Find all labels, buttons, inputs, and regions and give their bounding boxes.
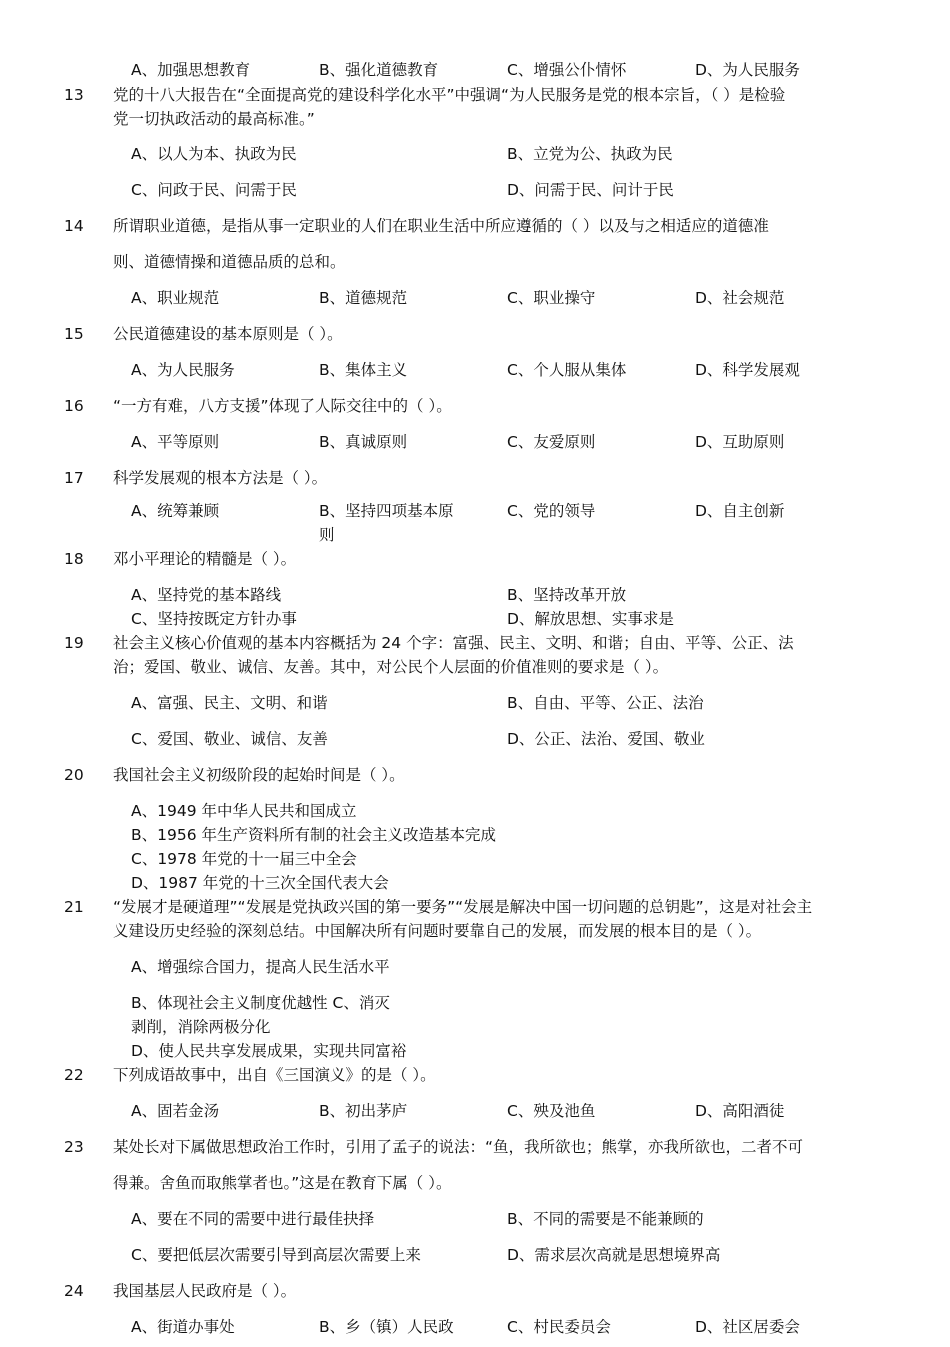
- option-c: C、问政于民、问需于民: [131, 181, 297, 199]
- question-number: 13: [64, 86, 84, 104]
- question-text-cont: 则、道德情操和道德品质的总和。: [113, 253, 346, 271]
- option-b-c: B、体现社会主义制度优越性 C、消灭: [131, 994, 390, 1012]
- question-text-cont: 治；爱国、敬业、诚信、友善。其中，对公民个人层面的价值准则的要求是（ ）。: [113, 658, 669, 676]
- option-a: A、加强思想教育: [131, 61, 251, 79]
- option-b: B、不同的需要是不能兼顾的: [507, 1210, 704, 1228]
- option-b: B、强化道德教育: [319, 61, 439, 79]
- option-c: C、1978 年党的十一届三中全会: [131, 850, 357, 868]
- option-d: D、使人民共享发展成果，实现共同富裕: [131, 1042, 407, 1060]
- question-number: 21: [64, 898, 84, 916]
- option-d: D、为人民服务: [695, 61, 800, 79]
- question-text: “一方有难，八方支援”体现了人际交往中的（ ）。: [113, 397, 452, 415]
- option-b: B、自由、平等、公正、法治: [507, 694, 704, 712]
- question-text-cont: 党一切执政活动的最高标准。”: [113, 110, 315, 128]
- question-text: 公民道德建设的基本原则是（ ）。: [113, 325, 343, 343]
- option-b: B、初出茅庐: [319, 1102, 408, 1120]
- option-a: A、以人为本、执政为民: [131, 145, 297, 163]
- question-number: 19: [64, 634, 84, 652]
- option-d: D、自主创新: [695, 502, 785, 520]
- option-d: D、社区居委会: [695, 1318, 800, 1336]
- option-c: C、党的领导: [507, 502, 596, 520]
- option-a: A、要在不同的需要中进行最佳抉择: [131, 1210, 375, 1228]
- option-a: A、固若金汤: [131, 1102, 220, 1120]
- option-c: C、村民委员会: [507, 1318, 611, 1336]
- option-d: D、社会规范: [695, 289, 785, 307]
- question-number: 23: [64, 1138, 84, 1156]
- option-a: A、1949 年中华人民共和国成立: [131, 802, 357, 820]
- option-a: A、坚持党的基本路线: [131, 586, 282, 604]
- option-b: B、立党为公、执政为民: [507, 145, 673, 163]
- option-a: A、街道办事处: [131, 1318, 235, 1336]
- question-text: 社会主义核心价值观的基本内容概括为 24 个字：富强、民主、文明、和谐；自由、平等、公正、法: [113, 634, 794, 652]
- option-a: A、平等原则: [131, 433, 220, 451]
- option-b: B、集体主义: [319, 361, 408, 379]
- option-b: B、1956 年生产资料所有制的社会主义改造基本完成: [131, 826, 497, 844]
- option-b: B、坚持改革开放: [507, 586, 627, 604]
- question-number: 24: [64, 1282, 84, 1300]
- option-c: C、爱国、敬业、诚信、友善: [131, 730, 328, 748]
- question-text: 所谓职业道德，是指从事一定职业的人们在职业生活中所应遵循的（ ）以及与之相适应的道德准: [113, 217, 769, 235]
- option-b-cont: 则: [319, 526, 335, 544]
- option-d: D、互助原则: [695, 433, 785, 451]
- option-b: B、乡（镇）人民政: [319, 1318, 454, 1336]
- option-b: B、真诚原则: [319, 433, 408, 451]
- question-text: 某处长对下属做思想政治工作时，引用了孟子的说法：“鱼，我所欲也；熊掌，亦我所欲也，二者不可: [113, 1138, 804, 1156]
- question-number: 16: [64, 397, 84, 415]
- question-text: 党的十八大报告在“全面提高党的建设科学化水平”中强调“为人民服务是党的根本宗旨，（ ）是检验: [113, 86, 786, 104]
- question-text: 邓小平理论的精髓是（ ）。: [113, 550, 297, 568]
- option-c: C、坚持按既定方针办事: [131, 610, 297, 628]
- question-number: 15: [64, 325, 84, 343]
- question-number: 20: [64, 766, 84, 784]
- question-number: 18: [64, 550, 84, 568]
- question-text: 我国基层人民政府是（ ）。: [113, 1282, 297, 1300]
- question-number: 17: [64, 469, 84, 487]
- option-d: D、科学发展观: [695, 361, 800, 379]
- option-c: C、殃及池鱼: [507, 1102, 596, 1120]
- question-number: 14: [64, 217, 84, 235]
- option-d: D、解放思想、实事求是: [507, 610, 674, 628]
- question-text: 下列成语故事中，出自《三国演义》的是（ ）。: [113, 1066, 436, 1084]
- option-d: D、1987 年党的十三次全国代表大会: [131, 874, 389, 892]
- option-a: A、增强综合国力，提高人民生活水平: [131, 958, 390, 976]
- option-c: C、友爱原则: [507, 433, 596, 451]
- option-a: A、职业规范: [131, 289, 220, 307]
- question-text: “发展才是硬道理”“发展是党执政兴国的第一要务”“发展是解决中国一切问题的总钥匙”，这是对社会主: [113, 898, 813, 916]
- option-a: A、富强、民主、文明、和谐: [131, 694, 328, 712]
- option-c: C、职业操守: [507, 289, 596, 307]
- option-a: A、统筹兼顾: [131, 502, 220, 520]
- question-text: 科学发展观的根本方法是（ ）。: [113, 469, 328, 487]
- option-d: D、公正、法治、爱国、敬业: [507, 730, 705, 748]
- question-text: 我国社会主义初级阶段的起始时间是（ ）。: [113, 766, 405, 784]
- option-b: B、道德规范: [319, 289, 408, 307]
- question-text-cont: 得兼。舍鱼而取熊掌者也。”这是在教育下属（ ）。: [113, 1174, 452, 1192]
- option-a: A、为人民服务: [131, 361, 235, 379]
- option-b: B、坚持四项基本原: [319, 502, 454, 520]
- question-number: 22: [64, 1066, 84, 1084]
- option-d: D、高阳酒徒: [695, 1102, 785, 1120]
- option-d: D、问需于民、问计于民: [507, 181, 674, 199]
- option-c: C、要把低层次需要引导到高层次需要上来: [131, 1246, 421, 1264]
- option-c: C、个人服从集体: [507, 361, 627, 379]
- option-d: D、需求层次高就是思想境界高: [507, 1246, 721, 1264]
- question-text-cont: 义建设历史经验的深刻总结。中国解决所有问题时要靠自己的发展，而发展的根本目的是（ ）。: [113, 922, 762, 940]
- option-c-cont: 剥削，消除两极分化: [131, 1018, 271, 1036]
- option-c: C、增强公仆情怀: [507, 61, 627, 79]
